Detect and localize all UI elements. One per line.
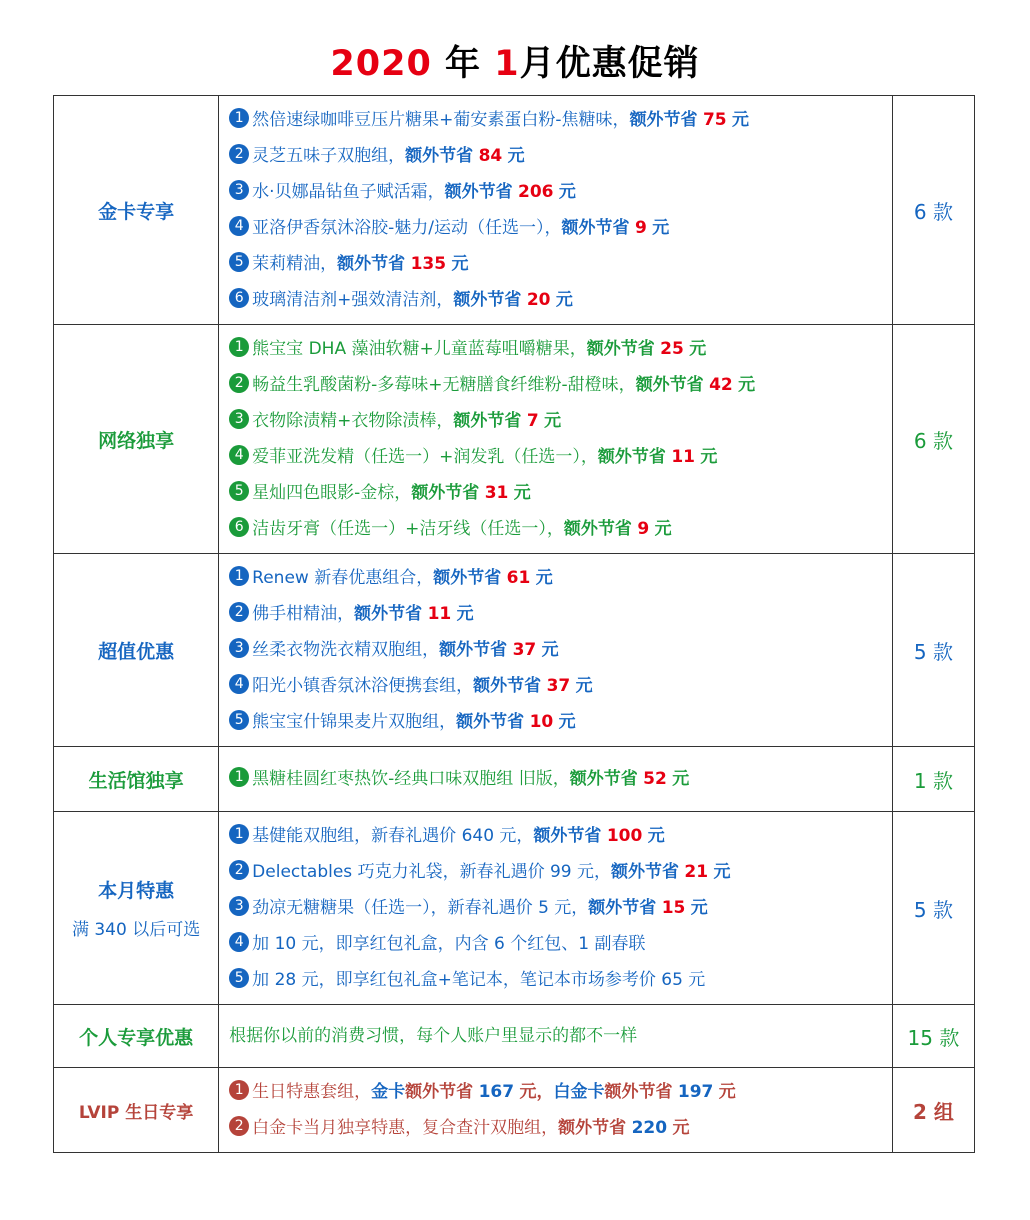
- savings-unit: 元: [513, 483, 531, 503]
- savings-amount: 42: [709, 375, 733, 395]
- savings-amount: 52: [643, 769, 667, 789]
- number-badge: 3: [229, 180, 249, 200]
- savings-label: 额外节省: [611, 862, 680, 882]
- row-online: [54, 325, 975, 554]
- savings-amount: 84: [478, 146, 503, 166]
- item-text: 生日特惠套组，: [252, 1082, 372, 1102]
- list-item: [229, 1074, 892, 1110]
- item-text: 衣物除渍精+衣物除渍棒，: [252, 411, 454, 431]
- savings-label: 额外节省: [405, 1082, 474, 1102]
- savings-label: 额外节省: [453, 411, 522, 431]
- savings-unit: 元: [555, 290, 573, 310]
- list-item: [229, 174, 892, 210]
- item-text: 黑糖桂圆红枣热饮-经典口味双胞组 旧版，: [252, 769, 570, 789]
- items-personal: [219, 1005, 893, 1068]
- number-badge: 3: [229, 409, 249, 429]
- list-item: [229, 282, 892, 318]
- row-lifestyle: [54, 747, 975, 812]
- item-text: 玻璃清洁剂+强效清洁剂，: [252, 290, 454, 310]
- list-item: [229, 367, 892, 403]
- savings-amount: 11: [427, 604, 452, 624]
- number-badge: 3: [229, 896, 249, 916]
- savings-label: 额外节省: [444, 182, 513, 202]
- savings-label: 额外节省: [354, 604, 423, 624]
- promo-table: [53, 95, 975, 1153]
- row-monthly: [54, 812, 975, 1005]
- category-lifestyle: 生活馆独享: [54, 747, 219, 812]
- category-monthly: [54, 812, 219, 1005]
- savings-unit: 元: [652, 218, 670, 238]
- count-personal: 15 款: [892, 1005, 974, 1068]
- items-lifestyle: [219, 747, 893, 812]
- item-text: 熊宝宝什锦果麦片双胞组，: [252, 712, 457, 732]
- savings-label: 额外节省: [453, 290, 522, 310]
- savings-amount: 15: [661, 898, 686, 918]
- savings-unit: 元: [541, 640, 559, 660]
- number-badge: 1: [229, 824, 249, 844]
- item-text: 畅益生乳酸菌粉-多莓味+无糖膳食纤维粉-甜橙味，: [252, 375, 636, 395]
- number-badge: 5: [229, 710, 249, 730]
- savings-unit: 元: [718, 1082, 736, 1102]
- list-item: [229, 962, 892, 998]
- number-badge: 2: [229, 602, 249, 622]
- savings-unit: 元: [689, 339, 707, 359]
- savings-label: 额外节省: [597, 447, 666, 467]
- personal-text: 根据你以前的消费习惯，每个人账户里显示的都不一样: [229, 1026, 638, 1046]
- list-item: [229, 596, 892, 632]
- savings-label: 额外节省: [588, 898, 657, 918]
- savings-unit: 元: [700, 447, 718, 467]
- list-item: [229, 560, 892, 596]
- number-badge: 3: [229, 638, 249, 658]
- savings-amount: 11: [671, 447, 695, 467]
- item-text: Renew 新春优惠组合，: [252, 568, 434, 588]
- savings-amount: 197: [677, 1082, 714, 1102]
- row-gold: [54, 96, 975, 325]
- item-text: 灵芝五味子双胞组，: [252, 146, 406, 166]
- count-value: 5 款: [892, 554, 974, 747]
- savings-amount: 75: [702, 110, 727, 130]
- item-text: 丝柔衣物洗衣精双胞组，: [252, 640, 440, 660]
- savings-unit: 元: [738, 375, 756, 395]
- savings-unit: 元: [654, 519, 672, 539]
- savings-unit: 元: [713, 862, 731, 882]
- number-badge: 2: [229, 860, 249, 880]
- savings-amount: 9: [634, 218, 647, 238]
- count-lvip: 2 组: [892, 1068, 974, 1153]
- title-year: 2020: [330, 44, 432, 84]
- item-text: 劲凉无糖糖果（任选一），新春礼遇价 5 元，: [252, 898, 589, 918]
- row-value: [54, 554, 975, 747]
- row-lvip: [54, 1068, 975, 1153]
- list-item: [229, 246, 892, 282]
- savings-amount: 167: [478, 1082, 515, 1102]
- number-badge: 5: [229, 252, 249, 272]
- savings-amount: 37: [512, 640, 537, 660]
- number-badge: 4: [229, 216, 249, 236]
- list-item: [229, 511, 892, 547]
- number-badge: 1: [229, 1080, 249, 1100]
- title-month-rest: 月优惠促销: [519, 44, 700, 84]
- number-badge: 1: [229, 767, 249, 787]
- savings-unit: 元: [732, 110, 750, 130]
- savings-label: 额外节省: [569, 769, 638, 789]
- items-lvip: [219, 1068, 893, 1153]
- list-item: [229, 926, 892, 962]
- savings-unit: 元: [558, 712, 576, 732]
- items-value: [219, 554, 893, 747]
- item-text: 佛手柑精油，: [252, 604, 355, 624]
- item-text: 然倍速绿咖啡豆压片糖果+葡安素蛋白粉-焦糖味，: [252, 110, 630, 130]
- item-text: 茉莉精油，: [252, 254, 338, 274]
- savings-amount: 7: [526, 411, 539, 431]
- savings-label: 额外节省: [604, 1082, 673, 1102]
- item-text: 洁齿牙膏（任选一）+洁牙线（任选一），: [252, 519, 564, 539]
- savings-label: 额外节省: [411, 483, 480, 503]
- number-badge: 5: [229, 968, 249, 988]
- count-online: 6 款: [892, 325, 974, 554]
- list-item: [229, 102, 892, 138]
- item-text: 爱菲亚洗发精（任选一）+润发乳（任选一），: [252, 447, 598, 467]
- list-item: [229, 761, 892, 797]
- number-badge: 2: [229, 1116, 249, 1136]
- savings-amount: 37: [546, 676, 571, 696]
- list-item: [229, 403, 892, 439]
- page-title: [0, 36, 1030, 86]
- item-text: 加 10 元，即享红包礼盒，内含 6 个红包、1 副春联: [252, 934, 646, 954]
- number-badge: 2: [229, 144, 249, 164]
- savings-amount: 20: [526, 290, 551, 310]
- savings-unit: 元: [535, 568, 553, 588]
- savings-amount: 31: [484, 483, 509, 503]
- list-item: [229, 138, 892, 174]
- savings-unit: 元: [451, 254, 469, 274]
- savings-unit: 元: [672, 769, 690, 789]
- item-text: 熊宝宝 DHA 藻油软糖+儿童蓝莓咀嚼糖果，: [252, 339, 587, 359]
- gold-card-label: 金卡: [371, 1082, 406, 1102]
- title-year-unit: 年: [445, 44, 482, 84]
- item-text: 星灿四色眼影-金棕，: [252, 483, 412, 503]
- savings-label: 额外节省: [629, 110, 698, 130]
- items-online: [219, 325, 893, 554]
- count-gold: 6 款: [892, 96, 974, 325]
- list-item: [229, 1110, 892, 1146]
- savings-amount: 9: [637, 519, 650, 539]
- category-gold: 金卡专享: [54, 96, 219, 325]
- platinum-card-label: 白金卡: [553, 1082, 605, 1102]
- savings-label: 额外节省: [563, 519, 632, 539]
- savings-unit: 元: [575, 676, 593, 696]
- list-item: [229, 439, 892, 475]
- category-lvip: LVIP 生日专享: [54, 1068, 219, 1153]
- number-badge: 5: [229, 481, 249, 501]
- item-text: Delectables 巧克力礼袋，新春礼遇价 99 元，: [252, 862, 612, 882]
- list-item: [229, 210, 892, 246]
- items-monthly: [219, 812, 893, 1005]
- list-item: [229, 475, 892, 511]
- savings-amount: 206: [517, 182, 554, 202]
- savings-unit: 元，: [519, 1082, 554, 1102]
- count-lifestyle: 1 款: [892, 747, 974, 812]
- savings-unit: 元: [456, 604, 474, 624]
- savings-label: 额外节省: [405, 146, 474, 166]
- number-badge: 4: [229, 932, 249, 952]
- number-badge: 1: [229, 337, 249, 357]
- savings-unit: 元: [507, 146, 525, 166]
- number-badge: 4: [229, 445, 249, 465]
- savings-unit: 元: [558, 182, 576, 202]
- item-text: 亚洛伊香氛沐浴胶-魅力/运动（任选一），: [252, 218, 562, 238]
- savings-unit: 元: [647, 826, 665, 846]
- item-text: 基健能双胞组，新春礼遇价 640 元，: [252, 826, 534, 846]
- number-badge: 1: [229, 566, 249, 586]
- savings-amount: 135: [410, 254, 447, 274]
- list-item: [229, 818, 892, 854]
- list-item: [229, 890, 892, 926]
- list-item: [229, 331, 892, 367]
- number-badge: 6: [229, 288, 249, 308]
- item-text: 水·贝娜晶钻鱼子赋活霜，: [252, 182, 445, 202]
- item-text: 白金卡当月独享特惠，复合查汁双胞组，: [252, 1118, 559, 1138]
- list-item: [229, 704, 892, 740]
- savings-label: 额外节省: [635, 375, 704, 395]
- number-badge: 1: [229, 108, 249, 128]
- item-text: 阳光小镇香氛沐浴便携套组，: [252, 676, 474, 696]
- savings-label: 额外节省: [439, 640, 508, 660]
- savings-unit: 元: [544, 411, 562, 431]
- items-gold: [219, 96, 893, 325]
- savings-label: 额外节省: [586, 339, 655, 359]
- item-text: 加 28 元，即享红包礼盒+笔记本，笔记本市场参考价 65 元: [252, 970, 706, 990]
- savings-label: 额外节省: [337, 254, 406, 274]
- category-online: 网络独享: [54, 325, 219, 554]
- savings-amount: 100: [606, 826, 643, 846]
- savings-label: 额外节省: [473, 676, 542, 696]
- number-badge: 6: [229, 517, 249, 537]
- number-badge: 4: [229, 674, 249, 694]
- list-item: [229, 854, 892, 890]
- savings-amount: 21: [684, 862, 709, 882]
- savings-label: 额外节省: [533, 826, 602, 846]
- savings-label: 额外节省: [561, 218, 630, 238]
- row-personal: [54, 1005, 975, 1068]
- list-item: [229, 632, 892, 668]
- savings-unit: 元: [672, 1118, 690, 1138]
- savings-label: 额外节省: [433, 568, 502, 588]
- savings-amount: 10: [529, 712, 554, 732]
- category-monthly-note: 满 340 以后可选: [71, 920, 201, 940]
- savings-amount: 220: [631, 1118, 668, 1138]
- savings-label: 额外节省: [456, 712, 525, 732]
- title-month: 1: [494, 44, 520, 84]
- savings-unit: 元: [690, 898, 708, 918]
- category-monthly-label: 本月特惠: [98, 880, 175, 902]
- savings-amount: 61: [506, 568, 531, 588]
- savings-amount: 25: [660, 339, 684, 359]
- number-badge: 2: [229, 373, 249, 393]
- savings-label: 额外节省: [558, 1118, 627, 1138]
- count-monthly: 5 款: [892, 812, 974, 1005]
- category-personal: 个人专享优惠: [54, 1005, 219, 1068]
- list-item: [229, 668, 892, 704]
- category-value: 超值优惠: [54, 554, 219, 747]
